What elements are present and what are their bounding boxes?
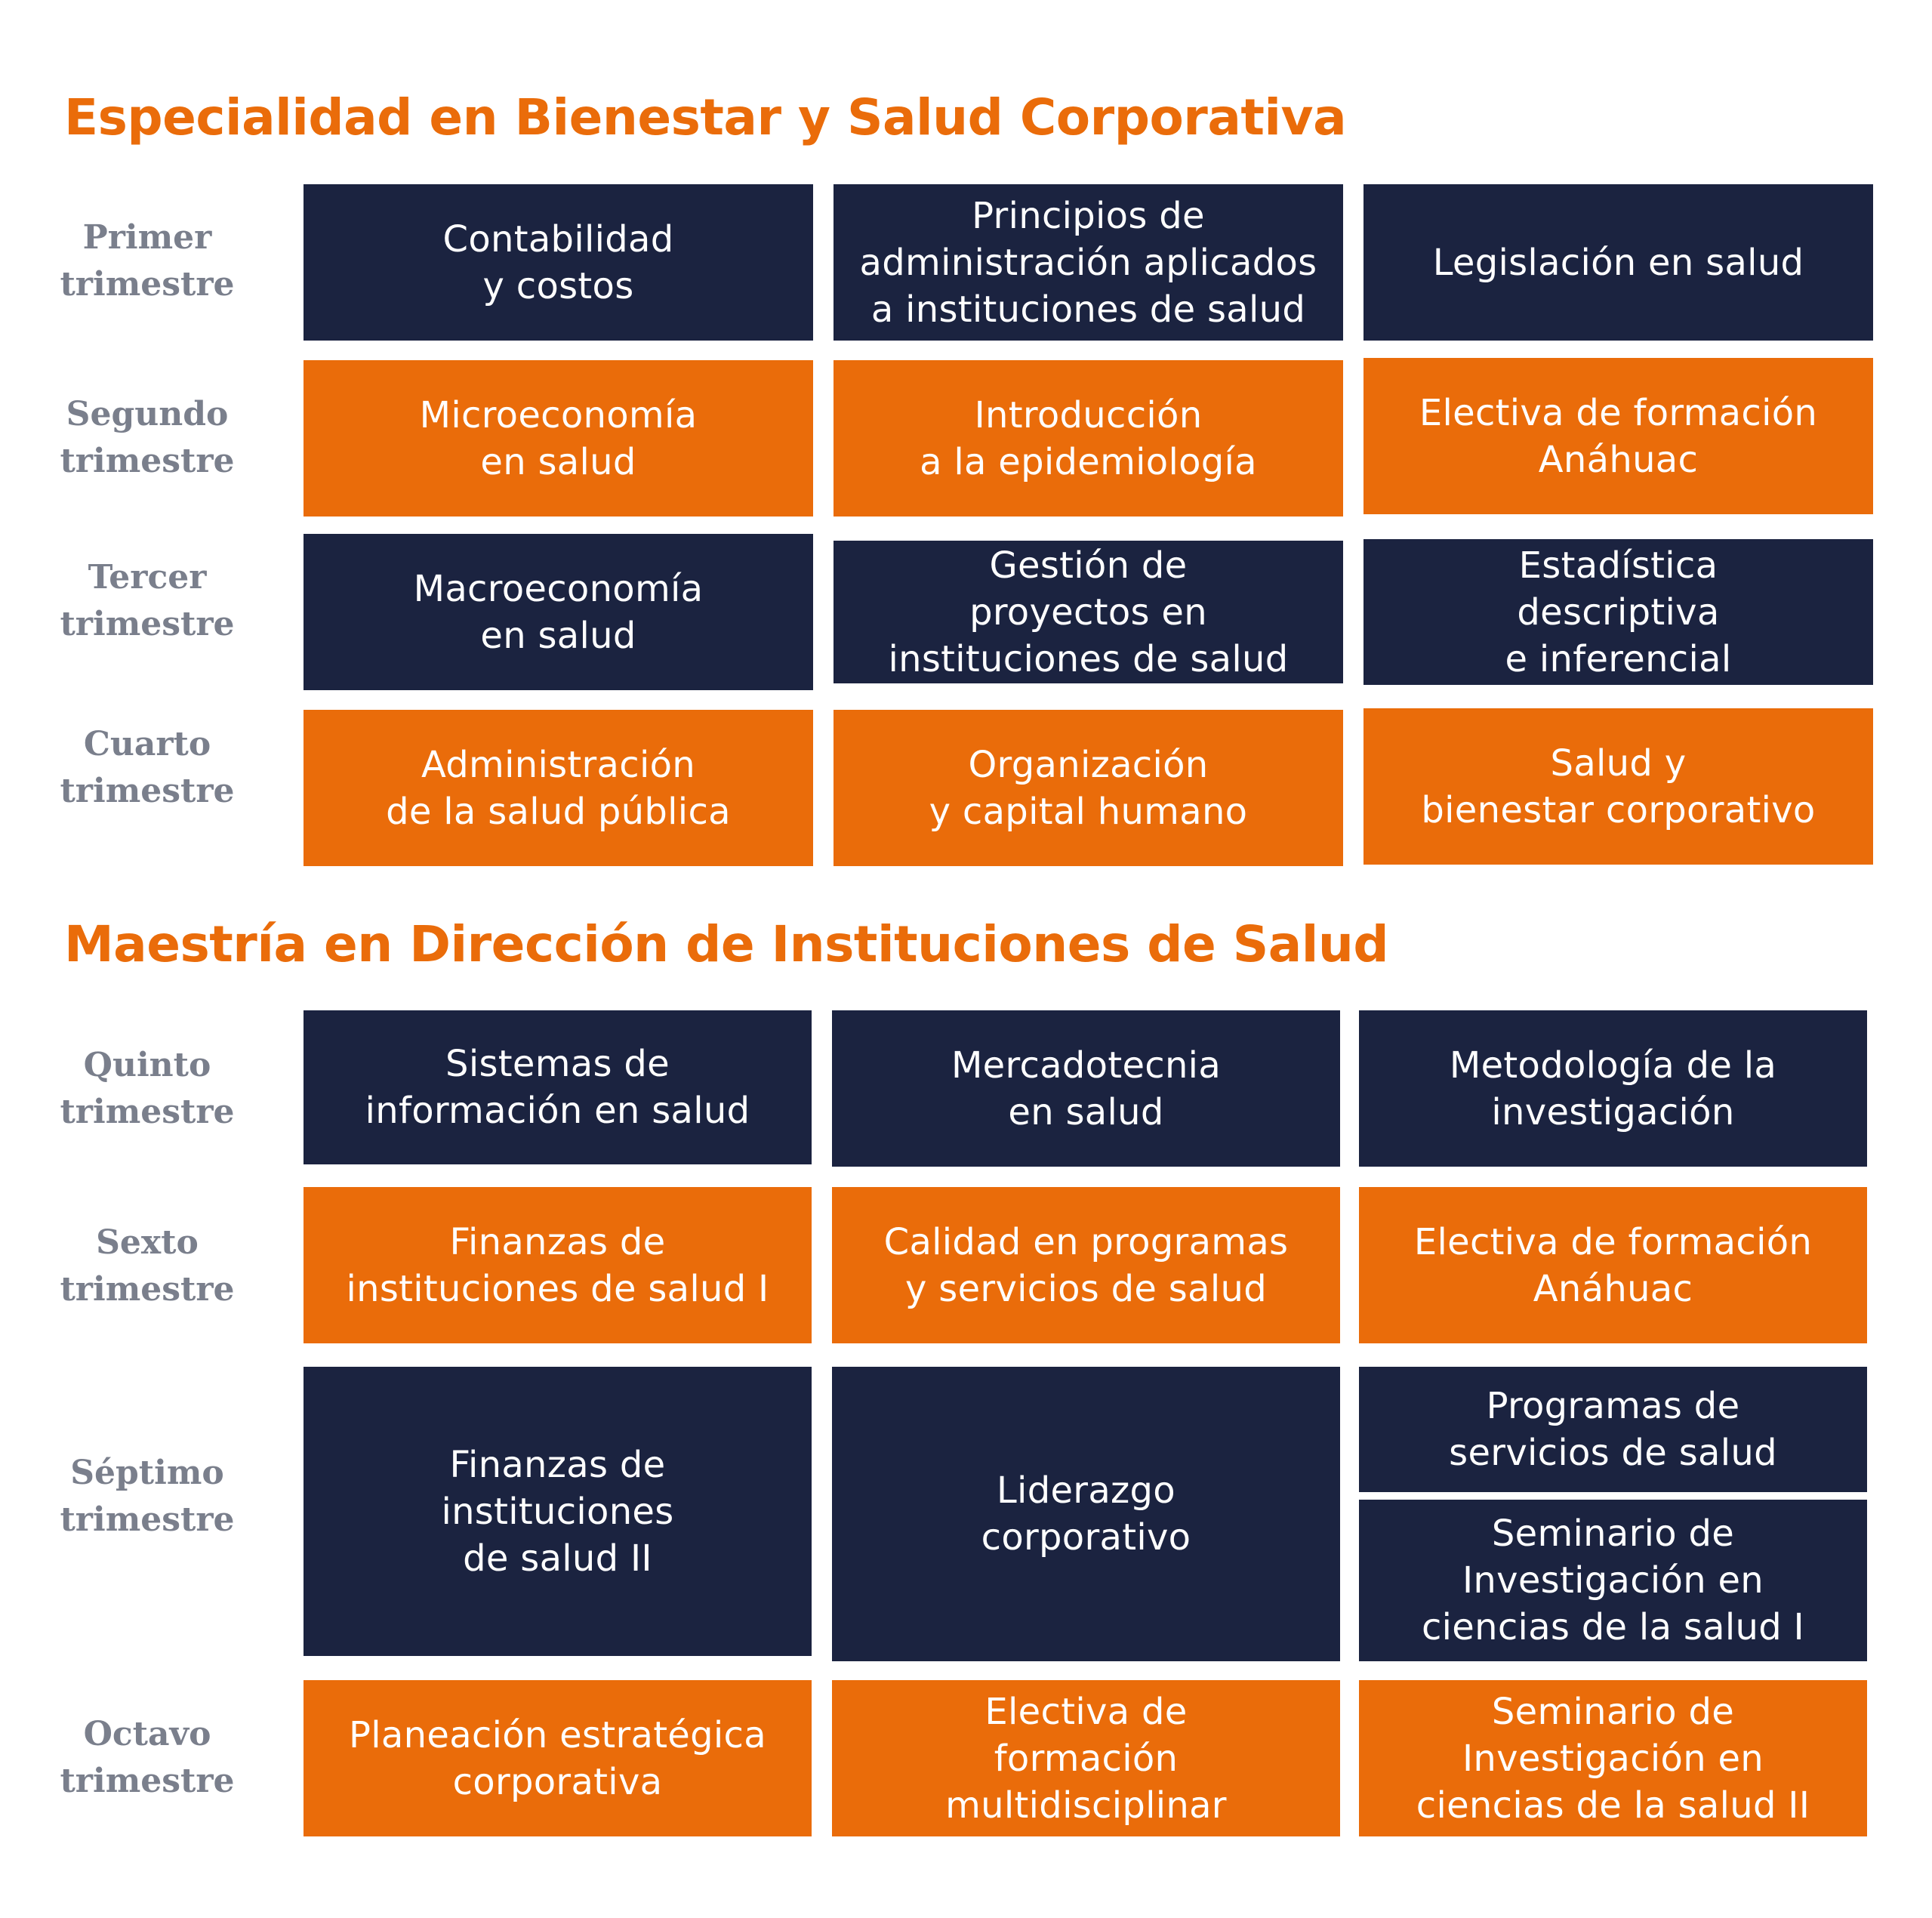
course-cell: Gestión de proyectos en instituciones de salud (834, 541, 1343, 683)
course-cell: Liderazgo corporativo (832, 1367, 1340, 1661)
course-cell: Electiva de formación Anáhuac (1359, 1187, 1867, 1343)
course-cell: Principios de administración aplicados a instituciones de salud (834, 184, 1343, 341)
course-cell: Estadística descriptiva e inferencial (1363, 539, 1873, 685)
row-label-primer: Primer trimestre (60, 218, 235, 304)
course-cell: Contabilidad y costos (304, 184, 813, 341)
row-label-septimo: Séptimo trimestre (60, 1454, 235, 1539)
row-label-segundo: Segundo trimestre (60, 395, 235, 480)
row-label-cuarto: Cuarto trimestre (60, 725, 235, 810)
course-cell: Introducción a la epidemiología (834, 360, 1343, 517)
course-cell: Finanzas de instituciones de salud I (304, 1187, 812, 1343)
course-cell: Sistemas de información en salud (304, 1010, 812, 1164)
course-cell: Metodología de la investigación (1359, 1010, 1867, 1167)
section-title-maestria: Maestría en Dirección de Instituciones de Salud (64, 915, 1389, 973)
row-label-tercer: Tercer trimestre (60, 558, 235, 643)
course-cell: Seminario de Investigación en ciencias de la salud I (1359, 1500, 1867, 1661)
course-cell: Finanzas de instituciones de salud II (304, 1367, 812, 1656)
course-cell: Macroeconomía en salud (304, 534, 813, 690)
course-cell: Calidad en programas y servicios de salud (832, 1187, 1340, 1343)
course-cell: Salud y bienestar corporativo (1363, 708, 1873, 865)
section-title-especialidad: Especialidad en Bienestar y Salud Corporativa (64, 88, 1347, 146)
row-label-sexto: Sexto trimestre (60, 1223, 235, 1309)
course-cell: Seminario de Investigación en ciencias de la salud II (1359, 1680, 1867, 1836)
course-cell: Electiva de formación multidisciplinar (832, 1680, 1340, 1836)
course-cell: Microeconomía en salud (304, 360, 813, 517)
course-cell: Administración de la salud pública (304, 710, 813, 866)
course-cell: Programas de servicios de salud (1359, 1367, 1867, 1492)
row-label-octavo: Octavo trimestre (60, 1715, 235, 1800)
course-cell: Electiva de formación Anáhuac (1363, 358, 1873, 514)
row-label-quinto: Quinto trimestre (60, 1046, 235, 1131)
course-cell: Mercadotecnia en salud (832, 1010, 1340, 1167)
course-cell: Organización y capital humano (834, 710, 1343, 866)
course-cell: Planeación estratégica corporativa (304, 1680, 812, 1836)
course-cell: Legislación en salud (1363, 184, 1873, 341)
